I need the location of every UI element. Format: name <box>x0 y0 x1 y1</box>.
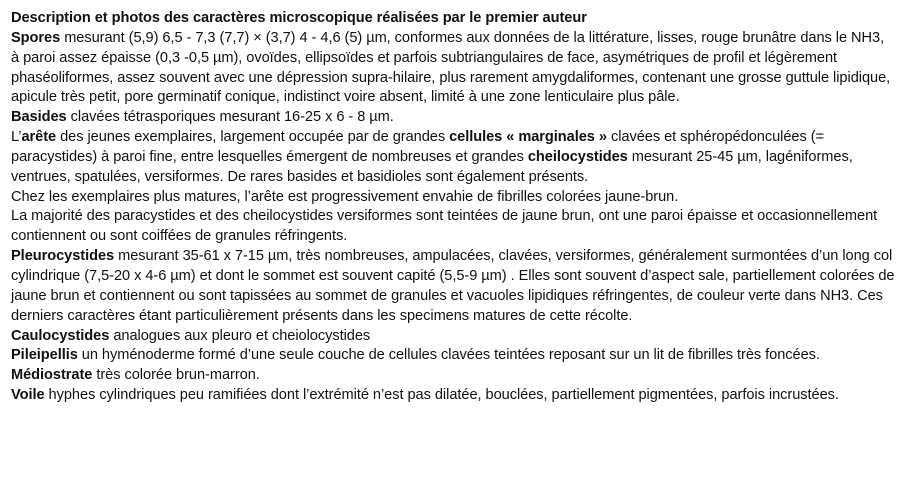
term-pileipellis: Pileipellis <box>11 347 78 364</box>
document-body <box>11 9 895 406</box>
paragraph-arete <box>11 128 895 188</box>
term-basides: Basides <box>11 109 67 126</box>
term-arete: arête <box>21 129 57 146</box>
paragraph-majority: La majorité des paracystides et des cheilocystides versiformes sont teintées de jaune brun, ont une paroi épaisse et occasionnellement contiennent ou sont coiffées de granules réfringents. <box>11 208 878 245</box>
text-voile: hyphes cylindriques peu ramifiées dont l’extrémité n’est pas dilatée, bouclées, partiellement pigmentées, parfois incrustées. <box>44 387 839 404</box>
paragraph-mature: Chez les exemplaires plus matures, l’arête est progressivement envahie de fibrilles colorées jaune-brun. <box>11 188 679 205</box>
term-cheilocystides: cheilocystides <box>527 148 628 165</box>
text-arete-3: mesurant 25-45 µm, lagéniformes, ventrues, spatulées, versiformes. De rares basides et basidioles sont également présents. <box>11 148 853 185</box>
paragraph-caulocystides <box>11 327 895 347</box>
term-caulocystides: Caulocystides <box>11 327 110 344</box>
text-caulocystides: analogues aux pleuro et cheiolocystides <box>109 327 371 344</box>
document-heading <box>11 9 895 29</box>
paragraph-voile <box>11 386 895 406</box>
term-cellules-marginales: cellules « marginales » <box>449 129 607 146</box>
term-spores: Spores <box>11 29 61 46</box>
text-arete-1: des jeunes exemplaires, largement occupée par de grandes <box>56 129 450 146</box>
paragraph-pileipellis <box>11 346 895 366</box>
text-basides: clavées tétrasporiques mesurant 16-25 x 6 - 8 µm. <box>66 109 394 126</box>
term-voile: Voile <box>11 387 45 404</box>
term-pleurocystides: Pleurocystides <box>11 248 115 265</box>
paragraph-mediostrate <box>11 366 895 386</box>
arete-prefix: L’ <box>11 129 22 146</box>
term-mediostrate: Médiostrate <box>11 367 93 384</box>
text-mediostrate: très colorée brun-marron. <box>92 367 260 384</box>
text-arete-2: clavées et sphéropédonculées (= paracystides) à paroi fine, entre lesquelles émergent de nombreuses et grandes <box>11 129 824 165</box>
paragraph-basides <box>11 108 895 128</box>
paragraph-pleurocystides <box>11 247 895 326</box>
heading-text: Description et photos des caractères microscopique réalisées par le premier auteur <box>11 10 587 26</box>
text-pleurocystides: mesurant 35-61 x 7-15 µm, très nombreuses, ampulacées, clavées, versiformes, généralement surmontées d’un long col cylindrique (7,5-20 x 4-6 µm) et dont le sommet est souvent capité (5,5-9 µm) . Elles sont souvent d’aspect sale, partiellement colorées de jaune brun et contiennent ou sont tapissées au sommet de granules et vacuoles lipidiques réfringentes, de couleur verte dans NH3. Ces derniers caractères étant particulièrement présents dans les specimens matures de cette récolte. <box>11 248 895 324</box>
text-pileipellis: un hyménoderme formé d’une seule couche de cellules clavées teintées reposant sur un lit de fibrilles très foncées. <box>77 347 820 364</box>
text-spores: mesurant (5,9) 6,5 - 7,3 (7,7) × (3,7) 4 - 4,6 (5) µm, conformes aux données de la littérature, lisses, rouge brunâtre dans le NH3, à paroi assez épaisse (0,3 -0,5 µm), ovoïdes, ellipsoïdes et parfois subtriangulaires de face, asymétriques de profil et légèrement phaséoliformes, assez souvent avec une dépression supra-hilaire, plus rarement amygdaliformes, contenant une grosse guttule lipidique, apicule très petit, pore germinatif conique, indistinct voire absent, limité à une zone lenticulaire plus pâle. <box>11 29 891 106</box>
paragraph-spores <box>11 29 895 108</box>
